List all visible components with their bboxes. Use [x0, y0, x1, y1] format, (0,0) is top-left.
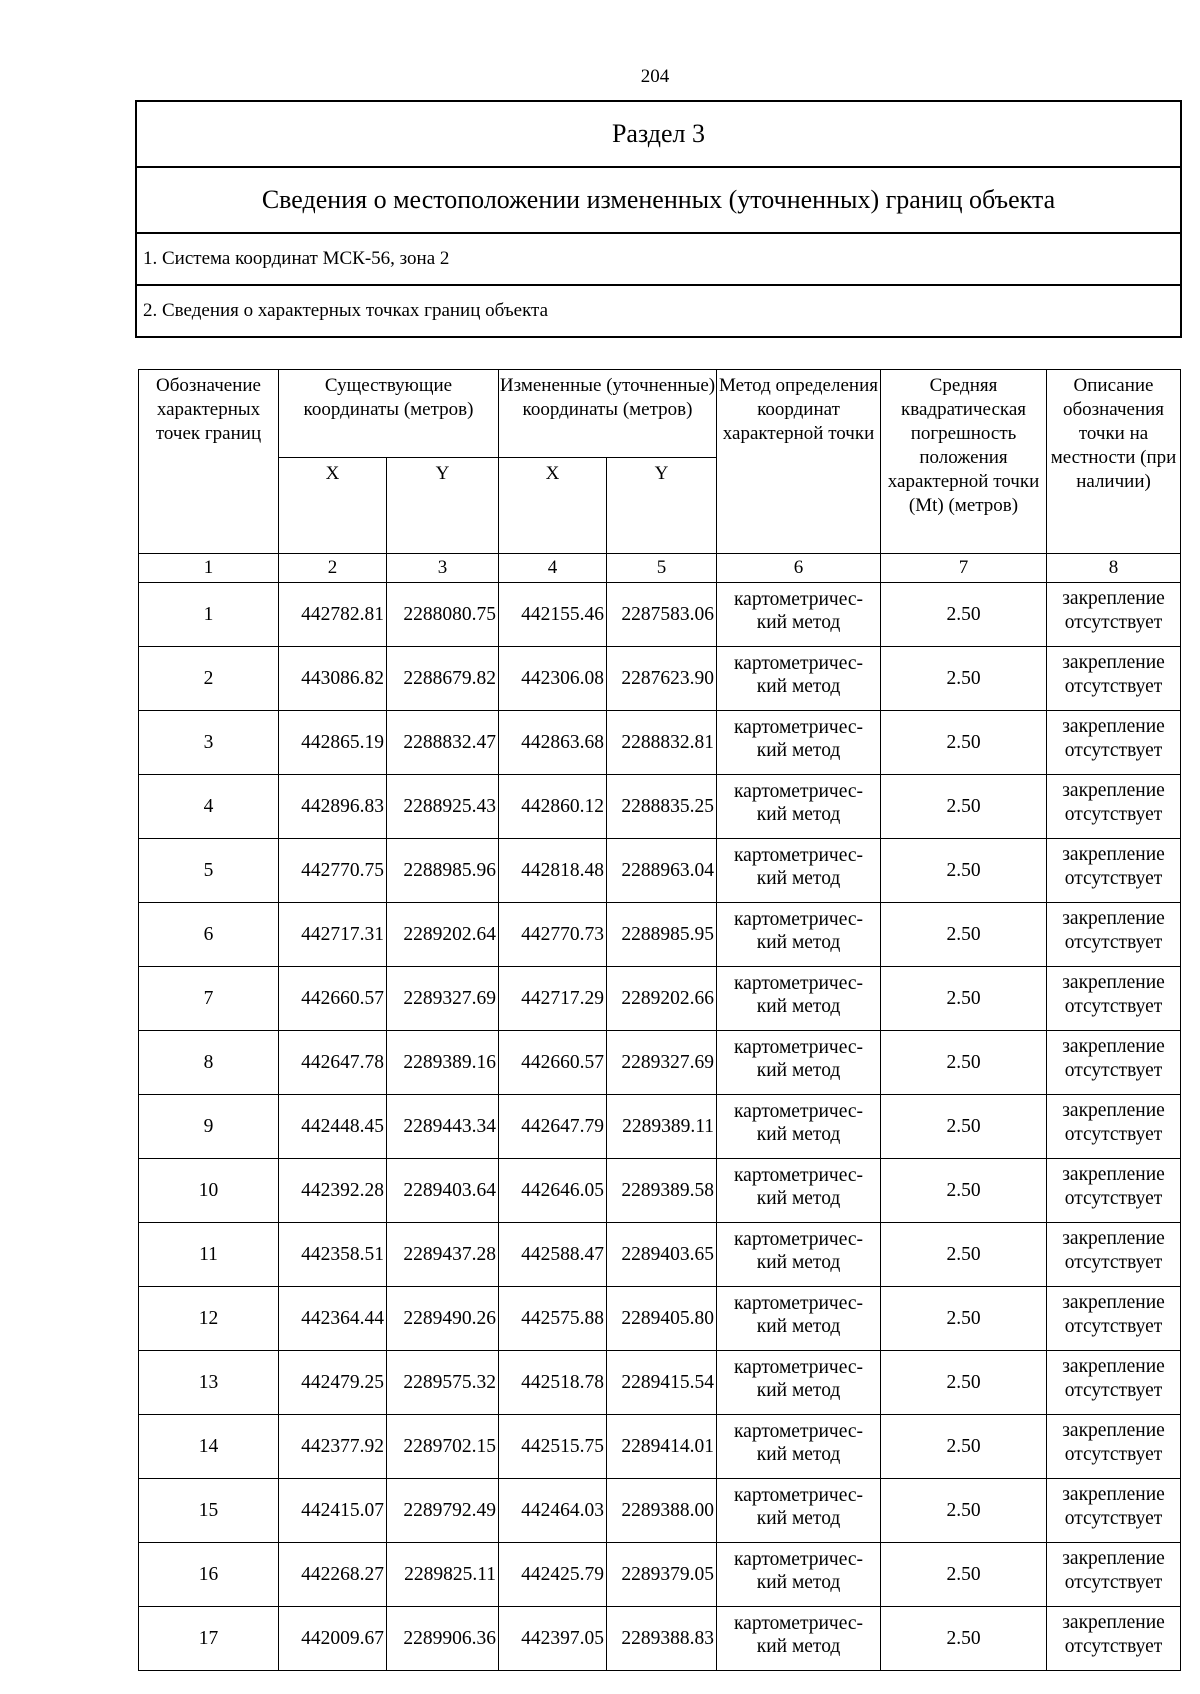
changed-y: 2288985.95 — [607, 903, 717, 967]
table-row — [139, 1159, 1181, 1223]
changed-y: 2287623.90 — [607, 647, 717, 711]
method-line-1: картометричес- — [734, 1101, 864, 1122]
existing-y: 2289575.32 — [387, 1351, 499, 1415]
existing-x: 442479.25 — [279, 1351, 387, 1415]
mean-error: 2.50 — [881, 1287, 1047, 1351]
method-line-1: картометричес- — [734, 1229, 864, 1250]
method-line-1: картометричес- — [734, 1421, 864, 1442]
point-number: 2 — [139, 647, 279, 711]
description-line-1: закрепление — [1062, 972, 1165, 993]
mean-error: 2.50 — [881, 1479, 1047, 1543]
header-existing-x: X — [279, 458, 387, 554]
description-line-2: отсутствует — [1064, 676, 1163, 697]
existing-x: 442268.27 — [279, 1543, 387, 1607]
description-cell — [1047, 1223, 1181, 1287]
description-line-1: закрепление — [1062, 1484, 1165, 1505]
method-cell — [717, 1223, 881, 1287]
mean-error: 2.50 — [881, 1543, 1047, 1607]
changed-x: 442660.57 — [499, 1031, 607, 1095]
table-row — [139, 1351, 1181, 1415]
description-cell — [1047, 1543, 1181, 1607]
point-number: 16 — [139, 1543, 279, 1607]
existing-x: 442364.44 — [279, 1287, 387, 1351]
method-line-2: кий метод — [756, 1060, 841, 1081]
description-line-2: отсутствует — [1064, 804, 1163, 825]
method-line-2: кий метод — [756, 1316, 841, 1337]
section-subtitle: Сведения о местоположении измененных (уточненных) границ объекта — [136, 167, 1181, 233]
changed-y: 2289388.83 — [607, 1607, 717, 1671]
table-row — [139, 903, 1181, 967]
existing-y: 2289792.49 — [387, 1479, 499, 1543]
description-cell — [1047, 1159, 1181, 1223]
existing-y: 2289327.69 — [387, 967, 499, 1031]
method-line-2: кий метод — [756, 1444, 841, 1465]
table-row — [139, 1223, 1181, 1287]
header-designation: Обозначение характерных точек границ — [139, 370, 279, 554]
description-line-2: отсутствует — [1064, 1636, 1163, 1657]
header-changed-y: Y — [607, 458, 717, 554]
point-number: 17 — [139, 1607, 279, 1671]
mean-error: 2.50 — [881, 903, 1047, 967]
changed-x: 442588.47 — [499, 1223, 607, 1287]
description-cell — [1047, 1479, 1181, 1543]
method-line-2: кий метод — [756, 804, 841, 825]
point-number: 8 — [139, 1031, 279, 1095]
existing-y: 2289202.64 — [387, 903, 499, 967]
method-line-2: кий метод — [756, 996, 841, 1017]
table-row — [139, 839, 1181, 903]
description-line-1: закрепление — [1062, 1356, 1165, 1377]
method-line-1: картометричес- — [734, 1485, 864, 1506]
method-line-1: картометричес- — [734, 781, 864, 802]
table-row — [139, 1607, 1181, 1671]
existing-y: 2289906.36 — [387, 1607, 499, 1671]
changed-x: 442464.03 — [499, 1479, 607, 1543]
method-cell — [717, 1351, 881, 1415]
description-line-1: закрепление — [1062, 1420, 1165, 1441]
description-line-1: закрепление — [1062, 1612, 1165, 1633]
method-line-1: картометричес- — [734, 909, 864, 930]
method-line-2: кий метод — [756, 1124, 841, 1145]
point-number: 12 — [139, 1287, 279, 1351]
existing-x: 442377.92 — [279, 1415, 387, 1479]
changed-x: 442155.46 — [499, 583, 607, 647]
method-line-1: картометричес- — [734, 1165, 864, 1186]
table-row — [139, 1415, 1181, 1479]
description-cell — [1047, 1607, 1181, 1671]
changed-y: 2289379.05 — [607, 1543, 717, 1607]
changed-x: 442863.68 — [499, 711, 607, 775]
changed-y: 2289414.01 — [607, 1415, 717, 1479]
description-line-2: отсутствует — [1064, 612, 1163, 633]
method-line-2: кий метод — [756, 1572, 841, 1593]
mean-error: 2.50 — [881, 1223, 1047, 1287]
existing-y: 2288832.47 — [387, 711, 499, 775]
description-line-1: закрепление — [1062, 652, 1165, 673]
mean-error: 2.50 — [881, 711, 1047, 775]
existing-x: 442392.28 — [279, 1159, 387, 1223]
description-line-2: отсутствует — [1064, 1572, 1163, 1593]
changed-x: 442647.79 — [499, 1095, 607, 1159]
points-body — [139, 583, 1181, 1671]
existing-y: 2289825.11 — [387, 1543, 499, 1607]
description-cell — [1047, 1031, 1181, 1095]
method-line-1: картометричес- — [734, 1037, 864, 1058]
description-cell — [1047, 711, 1181, 775]
header-description: Описание обозначения точки на местности (при наличии) — [1047, 370, 1181, 554]
method-cell — [717, 967, 881, 1031]
header-mean-error: Средняя квадратическая погрешность положения характерной точки (Mt) (метров) — [881, 370, 1047, 554]
method-line-2: кий метод — [756, 740, 841, 761]
existing-x: 442782.81 — [279, 583, 387, 647]
changed-y: 2289389.11 — [607, 1095, 717, 1159]
boundary-points-table — [138, 369, 1181, 1671]
method-cell — [717, 1543, 881, 1607]
changed-x: 442717.29 — [499, 967, 607, 1031]
changed-y: 2287583.06 — [607, 583, 717, 647]
point-number: 4 — [139, 775, 279, 839]
existing-x: 442009.67 — [279, 1607, 387, 1671]
table-row — [139, 1543, 1181, 1607]
description-cell — [1047, 583, 1181, 647]
table-row — [139, 1031, 1181, 1095]
column-number: 1 — [139, 554, 279, 583]
header-changed-coordinates: Измененные (уточненные) координаты (метров) — [499, 370, 717, 458]
method-cell — [717, 583, 881, 647]
method-cell — [717, 1031, 881, 1095]
point-number: 1 — [139, 583, 279, 647]
existing-x: 443086.82 — [279, 647, 387, 711]
mean-error: 2.50 — [881, 647, 1047, 711]
description-line-1: закрепление — [1062, 1292, 1165, 1313]
changed-y: 2289415.54 — [607, 1351, 717, 1415]
description-line-1: закрепление — [1062, 908, 1165, 929]
method-line-2: кий метод — [756, 612, 841, 633]
point-number: 13 — [139, 1351, 279, 1415]
column-number: 2 — [279, 554, 387, 583]
description-cell — [1047, 647, 1181, 711]
method-cell — [717, 775, 881, 839]
description-cell — [1047, 1287, 1181, 1351]
point-number: 7 — [139, 967, 279, 1031]
existing-y: 2289403.64 — [387, 1159, 499, 1223]
method-line-1: картометричес- — [734, 589, 864, 610]
mean-error: 2.50 — [881, 839, 1047, 903]
description-line-1: закрепление — [1062, 780, 1165, 801]
header-existing-coordinates: Существующие координаты (метров) — [279, 370, 499, 458]
method-cell — [717, 711, 881, 775]
changed-y: 2289202.66 — [607, 967, 717, 1031]
page-number: 204 — [640, 66, 670, 87]
changed-x: 442860.12 — [499, 775, 607, 839]
description-line-2: отсутствует — [1064, 1060, 1163, 1081]
existing-x: 442647.78 — [279, 1031, 387, 1095]
mean-error: 2.50 — [881, 1415, 1047, 1479]
table-row — [139, 1479, 1181, 1543]
description-line-1: закрепление — [1062, 716, 1165, 737]
description-cell — [1047, 839, 1181, 903]
mean-error: 2.50 — [881, 583, 1047, 647]
changed-x: 442575.88 — [499, 1287, 607, 1351]
method-line-1: картометричес- — [734, 653, 864, 674]
existing-y: 2288925.43 — [387, 775, 499, 839]
existing-y: 2289702.15 — [387, 1415, 499, 1479]
column-number: 7 — [881, 554, 1047, 583]
method-cell — [717, 1479, 881, 1543]
header-method: Метод определения координат характерной точки — [717, 370, 881, 554]
method-cell — [717, 903, 881, 967]
point-number: 9 — [139, 1095, 279, 1159]
method-line-2: кий метод — [756, 1636, 841, 1657]
existing-x: 442660.57 — [279, 967, 387, 1031]
description-line-1: закрепление — [1062, 844, 1165, 865]
mean-error: 2.50 — [881, 1031, 1047, 1095]
existing-x: 442717.31 — [279, 903, 387, 967]
changed-y: 2289403.65 — [607, 1223, 717, 1287]
description-cell — [1047, 1095, 1181, 1159]
method-line-2: кий метод — [756, 676, 841, 697]
table-row — [139, 711, 1181, 775]
coordinate-system: 1. Система координат МСК-56, зона 2 — [136, 233, 1181, 285]
changed-x: 442306.08 — [499, 647, 607, 711]
description-line-2: отсутствует — [1064, 1252, 1163, 1273]
method-cell — [717, 647, 881, 711]
section-title: Раздел 3 — [136, 101, 1181, 167]
description-line-1: закрепление — [1062, 1164, 1165, 1185]
changed-y: 2289405.80 — [607, 1287, 717, 1351]
changed-x: 442770.73 — [499, 903, 607, 967]
table-row — [139, 583, 1181, 647]
table-row — [139, 775, 1181, 839]
existing-y: 2289490.26 — [387, 1287, 499, 1351]
existing-y: 2288080.75 — [387, 583, 499, 647]
description-line-2: отсутствует — [1064, 1124, 1163, 1145]
description-line-2: отсутствует — [1064, 996, 1163, 1017]
mean-error: 2.50 — [881, 1159, 1047, 1223]
description-line-1: закрепление — [1062, 588, 1165, 609]
column-number: 6 — [717, 554, 881, 583]
existing-x: 442865.19 — [279, 711, 387, 775]
changed-y: 2289327.69 — [607, 1031, 717, 1095]
existing-x: 442770.75 — [279, 839, 387, 903]
column-numbers-row — [139, 554, 1181, 583]
changed-y: 2288963.04 — [607, 839, 717, 903]
method-line-1: картометричес- — [734, 845, 864, 866]
mean-error: 2.50 — [881, 1095, 1047, 1159]
method-line-2: кий метод — [756, 868, 841, 889]
point-number: 14 — [139, 1415, 279, 1479]
column-number: 8 — [1047, 554, 1181, 583]
description-line-2: отсутствует — [1064, 1188, 1163, 1209]
mean-error: 2.50 — [881, 775, 1047, 839]
method-line-2: кий метод — [756, 932, 841, 953]
method-line-2: кий метод — [756, 1252, 841, 1273]
changed-y: 2289388.00 — [607, 1479, 717, 1543]
method-cell — [717, 1159, 881, 1223]
point-number: 15 — [139, 1479, 279, 1543]
description-line-1: закрепление — [1062, 1036, 1165, 1057]
method-line-2: кий метод — [756, 1380, 841, 1401]
points-heading: 2. Сведения о характерных точках границ объекта — [136, 285, 1181, 337]
description-line-2: отсутствует — [1064, 1444, 1163, 1465]
description-line-2: отсутствует — [1064, 1380, 1163, 1401]
column-number: 5 — [607, 554, 717, 583]
description-cell — [1047, 1415, 1181, 1479]
table-row — [139, 647, 1181, 711]
description-line-1: закрепление — [1062, 1548, 1165, 1569]
existing-y: 2289443.34 — [387, 1095, 499, 1159]
description-cell — [1047, 1351, 1181, 1415]
existing-x: 442896.83 — [279, 775, 387, 839]
description-line-2: отсутствует — [1064, 932, 1163, 953]
method-line-1: картометричес- — [734, 717, 864, 738]
mean-error: 2.50 — [881, 967, 1047, 1031]
method-cell — [717, 839, 881, 903]
method-line-1: картометричес- — [734, 1293, 864, 1314]
mean-error: 2.50 — [881, 1607, 1047, 1671]
method-line-2: кий метод — [756, 1188, 841, 1209]
point-number: 3 — [139, 711, 279, 775]
existing-x: 442448.45 — [279, 1095, 387, 1159]
changed-x: 442518.78 — [499, 1351, 607, 1415]
column-number: 3 — [387, 554, 499, 583]
description-line-2: отсутствует — [1064, 868, 1163, 889]
changed-x: 442425.79 — [499, 1543, 607, 1607]
method-cell — [717, 1607, 881, 1671]
existing-y: 2289389.16 — [387, 1031, 499, 1095]
method-line-1: картометричес- — [734, 973, 864, 994]
changed-y: 2288835.25 — [607, 775, 717, 839]
point-number: 10 — [139, 1159, 279, 1223]
description-line-2: отсутствует — [1064, 740, 1163, 761]
point-number: 6 — [139, 903, 279, 967]
existing-y: 2289437.28 — [387, 1223, 499, 1287]
changed-x: 442646.05 — [499, 1159, 607, 1223]
method-line-1: картометричес- — [734, 1549, 864, 1570]
description-cell — [1047, 775, 1181, 839]
changed-x: 442818.48 — [499, 839, 607, 903]
table-row — [139, 1287, 1181, 1351]
method-line-1: картометричес- — [734, 1357, 864, 1378]
mean-error: 2.50 — [881, 1351, 1047, 1415]
description-line-1: закрепление — [1062, 1228, 1165, 1249]
changed-x: 442397.05 — [499, 1607, 607, 1671]
description-line-2: отсутствует — [1064, 1508, 1163, 1529]
method-line-2: кий метод — [756, 1508, 841, 1529]
existing-y: 2288985.96 — [387, 839, 499, 903]
description-line-1: закрепление — [1062, 1100, 1165, 1121]
column-number: 4 — [499, 554, 607, 583]
existing-x: 442358.51 — [279, 1223, 387, 1287]
description-cell — [1047, 903, 1181, 967]
point-number: 11 — [139, 1223, 279, 1287]
description-cell — [1047, 967, 1181, 1031]
changed-x: 442515.75 — [499, 1415, 607, 1479]
changed-y: 2289389.58 — [607, 1159, 717, 1223]
existing-x: 442415.07 — [279, 1479, 387, 1543]
section-header-table — [135, 100, 1182, 338]
header-existing-y: Y — [387, 458, 499, 554]
header-changed-x: X — [499, 458, 607, 554]
table-row — [139, 967, 1181, 1031]
existing-y: 2288679.82 — [387, 647, 499, 711]
method-cell — [717, 1287, 881, 1351]
description-line-2: отсутствует — [1064, 1316, 1163, 1337]
method-line-1: картометричес- — [734, 1613, 864, 1634]
method-cell — [717, 1095, 881, 1159]
point-number: 5 — [139, 839, 279, 903]
changed-y: 2288832.81 — [607, 711, 717, 775]
table-row — [139, 1095, 1181, 1159]
method-cell — [717, 1415, 881, 1479]
